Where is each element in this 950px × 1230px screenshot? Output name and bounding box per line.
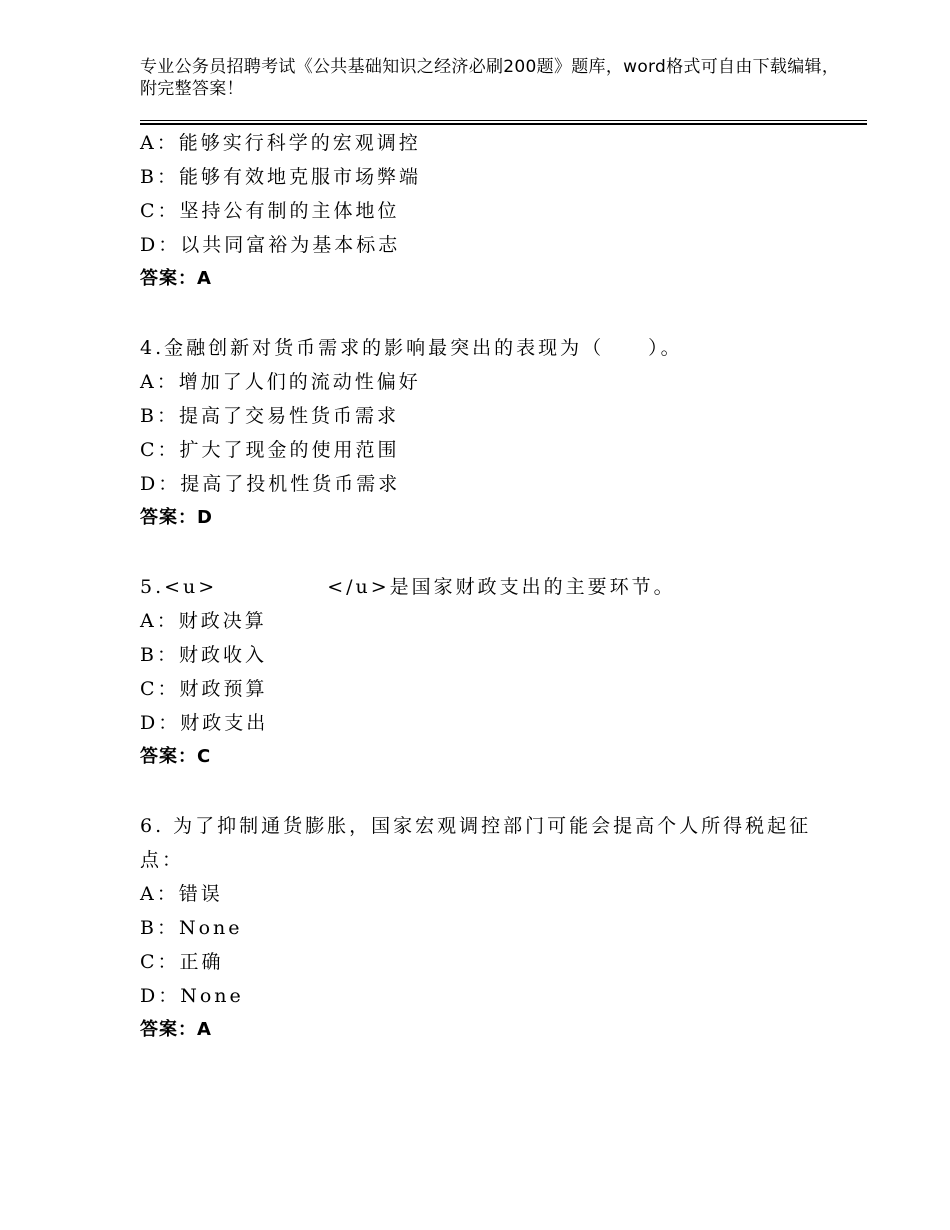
option-c: C：财政预算 — [140, 678, 268, 700]
answer-line: 答案：D — [140, 507, 213, 528]
question-4 — [140, 331, 840, 535]
answer-line: 答案：A — [140, 268, 212, 289]
option-a: A：能够实行科学的宏观调控 — [140, 132, 421, 154]
question-text: 5.<u> </u>是国家财政支出的主要环节。 — [140, 576, 676, 598]
spacer — [140, 774, 840, 809]
header-rule-bottom — [140, 123, 867, 125]
option-a: A：财政决算 — [140, 610, 267, 632]
spacer — [140, 296, 840, 331]
question-text-line-2: 点： — [140, 849, 185, 871]
answer-line: 答案：A — [140, 1019, 212, 1040]
question-3 — [140, 126, 840, 296]
option-c: C：扩大了现金的使用范围 — [140, 439, 400, 461]
document-header — [140, 56, 840, 100]
spacer — [140, 535, 840, 570]
question-6 — [140, 809, 840, 1047]
question-list — [140, 126, 840, 1047]
option-a: A：错误 — [140, 883, 223, 905]
option-b: B：None — [140, 917, 243, 939]
option-a: A：增加了人们的流动性偏好 — [140, 371, 421, 393]
header-text: 专业公务员招聘考试《公共基础知识之经济必刷200题》题库，word格式可自由下载编辑，附完整答案！ — [140, 57, 840, 99]
option-d: D：以共同富裕为基本标志 — [140, 234, 401, 256]
question-text-line-1: 6. 为了抑制通货膨胀，国家宏观调控部门可能会提高个人所得税起征 — [140, 815, 812, 837]
answer-line: 答案：C — [140, 746, 212, 767]
option-b: B：能够有效地克服市场弊端 — [140, 166, 421, 188]
option-d: D：财政支出 — [140, 712, 269, 734]
option-d: D：None — [140, 985, 244, 1007]
header-rule-top — [140, 120, 867, 121]
option-d: D：提高了投机性货币需求 — [140, 473, 401, 495]
option-b: B：提高了交易性货币需求 — [140, 405, 399, 427]
question-text: 4.金融创新对货币需求的影响最突出的表现为（ ）。 — [140, 337, 683, 359]
option-c: C：正确 — [140, 951, 224, 973]
option-b: B：财政收入 — [140, 644, 267, 666]
option-c: C：坚持公有制的主体地位 — [140, 200, 400, 222]
question-5 — [140, 570, 840, 774]
